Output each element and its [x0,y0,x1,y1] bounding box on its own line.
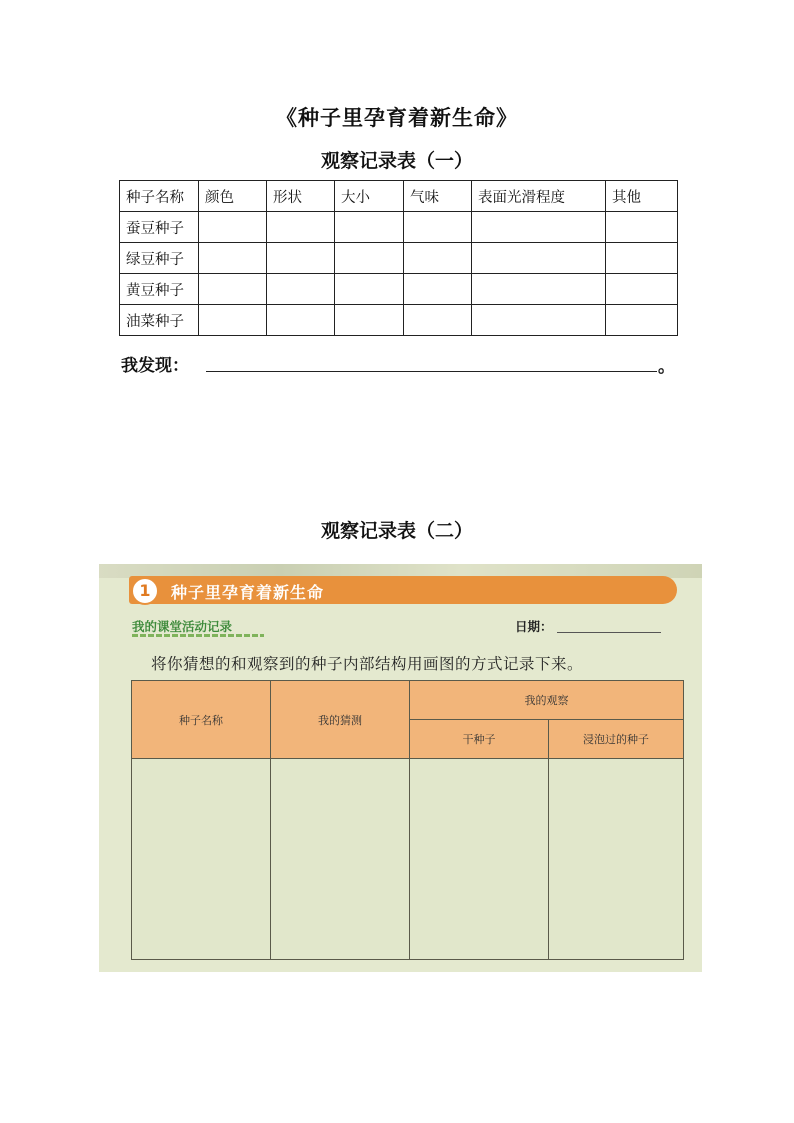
header-smell: 气味 [404,181,472,212]
document-title: 《种子里孕育着新生命》 [276,105,518,130]
table-cell[interactable] [267,243,335,274]
observation-table-2 [131,680,684,960]
row-label: 黄豆种子 [120,274,199,305]
table-cell[interactable] [199,212,267,243]
table-row [120,243,678,274]
table-cell[interactable] [335,274,404,305]
header-smoothness: 表面光滑程度 [472,181,606,212]
table-cell[interactable] [335,243,404,274]
table-cell[interactable] [606,274,678,305]
activity-underline [132,634,264,637]
header-dry-seed: 干种子 [410,720,549,759]
table-cell[interactable] [472,305,606,336]
table-cell[interactable] [472,243,606,274]
table-cell[interactable] [335,305,404,336]
banner-title: 种子里孕育着新生命 [171,583,325,602]
header-color: 颜色 [199,181,267,212]
activity-label: 我的课堂活动记录 [132,619,233,634]
observation-table-1 [119,180,678,336]
table-cell[interactable] [404,243,472,274]
finding-answer-line[interactable] [206,371,657,372]
header-guess: 我的猜测 [271,681,410,759]
header-soaked-seed: 浸泡过的种子 [549,720,684,759]
row-label: 蚕豆种子 [120,212,199,243]
table-row [120,305,678,336]
table-cell[interactable] [404,212,472,243]
table-row [120,274,678,305]
table-cell[interactable] [606,212,678,243]
table-header-row [120,181,678,212]
row-label: 油菜种子 [120,305,199,336]
instruction-text: 将你猜想的和观察到的种子内部结构用画图的方式记录下来。 [151,655,584,673]
date-label: 日期： [515,619,553,634]
finding-end-mark: 。 [658,357,675,377]
header-size: 大小 [335,181,404,212]
drawing-cell[interactable] [132,759,271,960]
drawing-cell[interactable] [549,759,684,960]
header-seed-name: 种子名称 [120,181,199,212]
textbook-panel [99,564,702,972]
table-cell[interactable] [335,212,404,243]
date-field[interactable] [557,632,661,633]
table-cell[interactable] [404,305,472,336]
table-cell[interactable] [472,212,606,243]
number-badge-icon: 1 [131,577,159,605]
table-cell[interactable] [199,305,267,336]
table-cell[interactable] [267,274,335,305]
table1-title: 观察记录表（一） [320,150,473,172]
header-seed-name: 种子名称 [132,681,271,759]
drawing-cell[interactable] [410,759,549,960]
row-label: 绿豆种子 [120,243,199,274]
table-cell[interactable] [267,305,335,336]
table-cell[interactable] [267,212,335,243]
table-cell[interactable] [404,274,472,305]
header-observation: 我的观察 [410,681,684,720]
table-cell[interactable] [472,274,606,305]
table2-title: 观察记录表（二） [320,520,473,542]
header-other: 其他 [606,181,678,212]
table-cell[interactable] [199,243,267,274]
table-cell[interactable] [199,274,267,305]
table-cell[interactable] [606,305,678,336]
header-shape: 形状 [267,181,335,212]
table-row [120,212,678,243]
drawing-cell[interactable] [271,759,410,960]
table-cell[interactable] [606,243,678,274]
finding-label: 我发现： [121,356,189,376]
